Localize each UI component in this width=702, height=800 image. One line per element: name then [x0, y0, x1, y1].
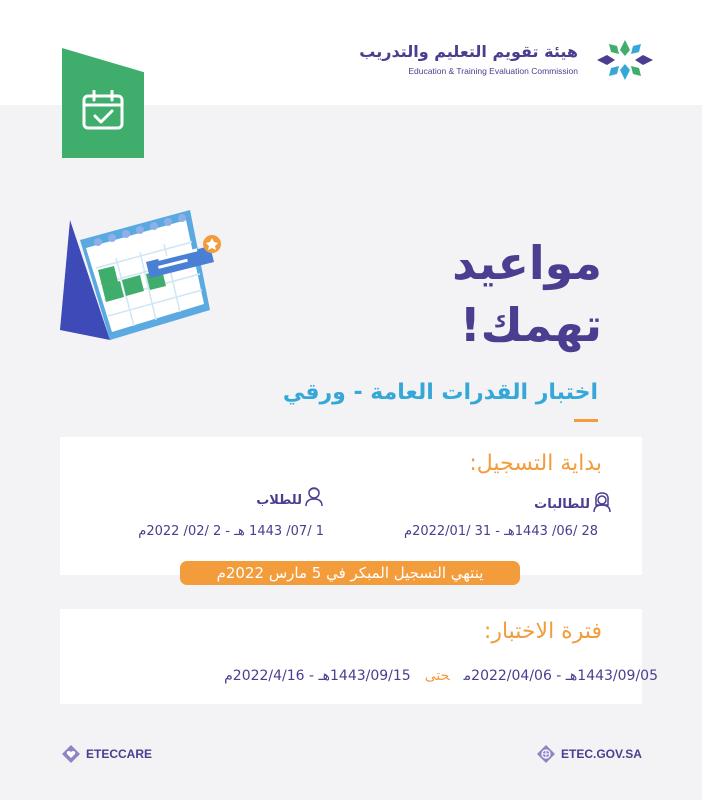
exam-period-range [224, 668, 658, 684]
registration-title: بداية التسجيل: [469, 451, 602, 476]
etec-logo [359, 38, 658, 83]
logo-arabic-name: هيئة تقويم التعليم والتدريب [359, 42, 578, 61]
female-label: للطالبات [534, 497, 590, 512]
exam-period-title: فترة الاختبار: [483, 619, 602, 644]
footer-right-text: ETEC.GOV.SA [561, 747, 642, 761]
exam-period-box [60, 609, 642, 704]
exam-subtitle: اختبار القدرات العامة - ورقي [282, 380, 598, 405]
male-label: للطلاب [256, 493, 302, 508]
male-student-icon [304, 485, 324, 507]
exam-start-date: 1443/09/05هـ - 2022/04/06م [463, 668, 658, 684]
early-registration-notice: ينتهي التسجيل المبكر في 5 مارس 2022م [180, 561, 520, 585]
exam-end-date: 1443/09/15هـ - 2022/4/16م [224, 668, 411, 684]
globe-icon [537, 745, 555, 763]
registration-box [60, 437, 642, 575]
calendar-check-icon [82, 90, 124, 130]
male-dates: 1 /07/ 1443 هـ - 2 /02/ 2022م [138, 524, 324, 539]
until-text: حتى [424, 668, 450, 684]
footer-etec-care[interactable] [62, 745, 152, 763]
footer-left-text: ETECCARE [86, 747, 153, 761]
heart-diamond-icon [62, 745, 80, 763]
subtitle-underline [574, 419, 598, 422]
headline [452, 232, 602, 356]
headline-line1: مواعيد [452, 236, 602, 290]
logo-english-name: Education & Training Evaluation Commission [408, 66, 578, 76]
footer-website[interactable] [537, 745, 642, 763]
calendar-illustration [50, 200, 230, 360]
etec-logo-icon [592, 38, 658, 82]
female-student-icon [592, 491, 612, 513]
female-dates: 28 /06/ 1443هـ - 31 /2022/01م [404, 524, 598, 539]
headline-line2: تهمك! [459, 298, 602, 352]
